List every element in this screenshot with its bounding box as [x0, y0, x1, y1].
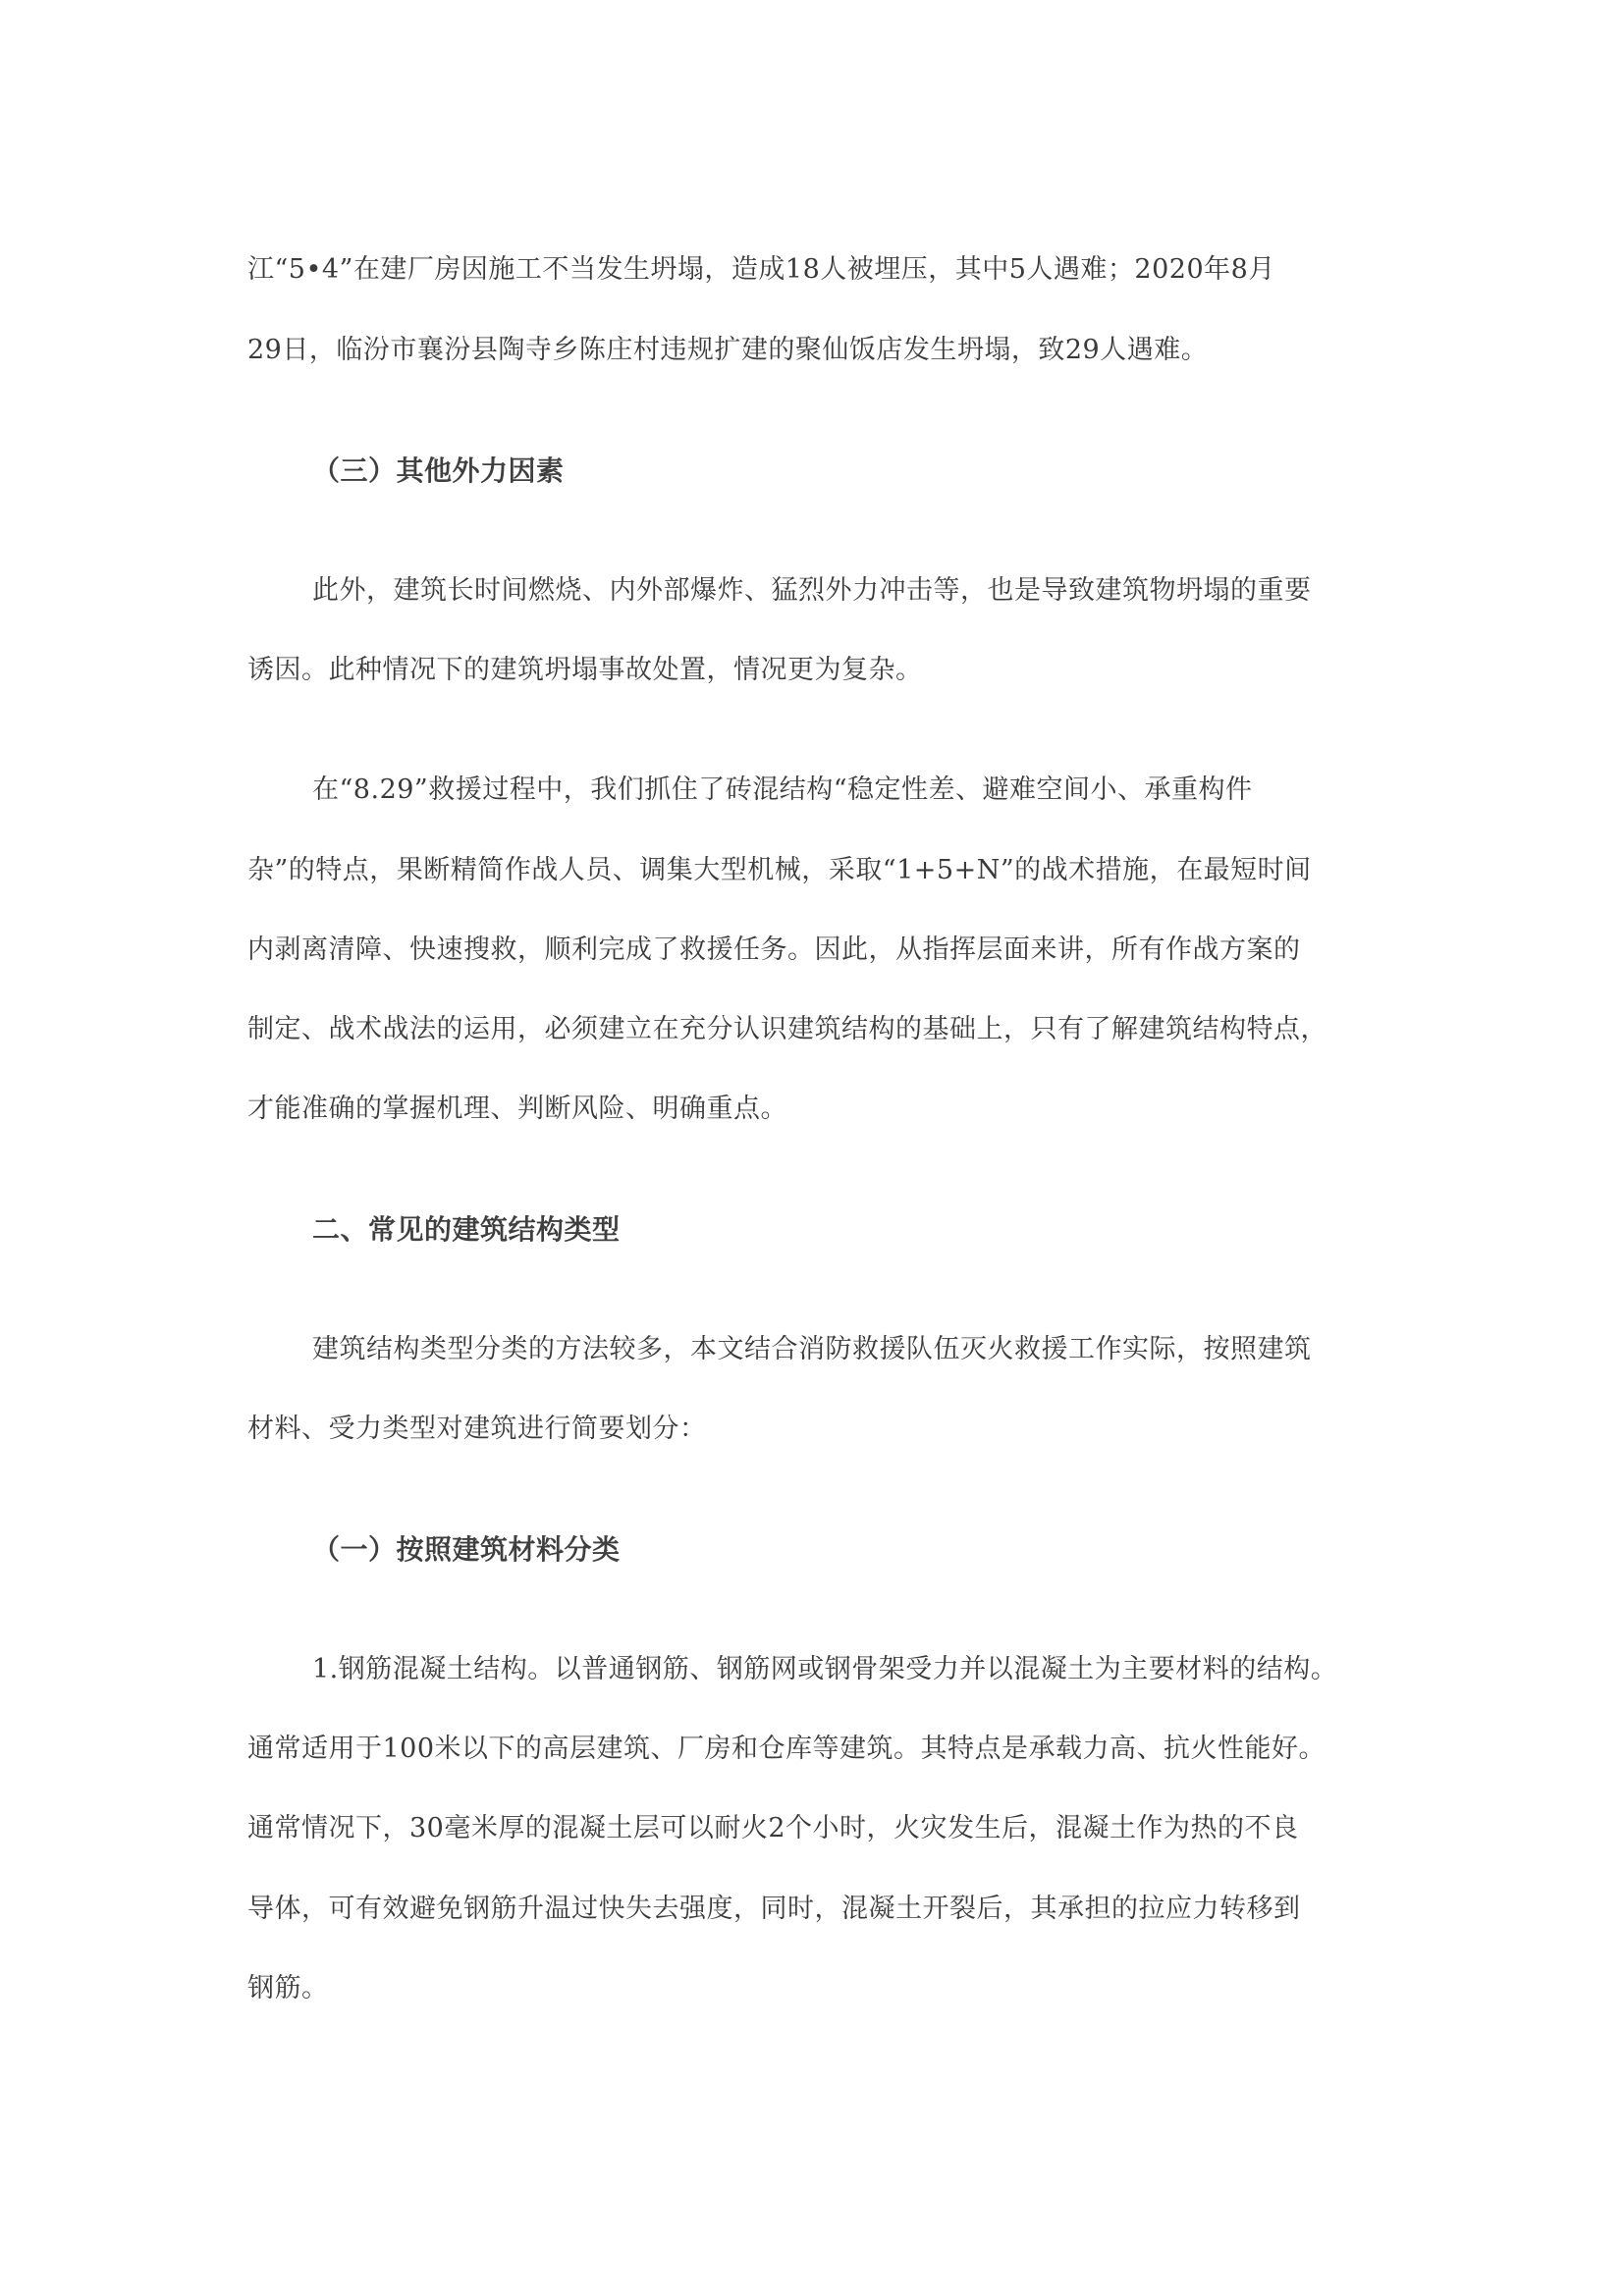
section-heading: （一）按照建筑材料分类 [312, 1533, 621, 1566]
paragraph-line: 1.钢筋混凝土结构。以普通钢筋、钢筋网或钢骨架受力并以混凝土为主要材料的结构。 [312, 1654, 1338, 1684]
paragraph-line: 建筑结构类型分类的方法较多，本文结合消防救援队伍灭火救援工作实际，按照建筑 [312, 1334, 1312, 1364]
paragraph-line: 才能准确的掌握机理、判断风险、明确重点。 [247, 1094, 787, 1124]
paragraph-line: 诱因。此种情况下的建筑坍塌事故处置，情况更为复杂。 [247, 655, 923, 685]
paragraph-line: 在“8.29”救援过程中，我们抓住了砖混结构“稳定性差、避难空间小、承重构件 [312, 774, 1253, 805]
section-heading: 二、常见的建筑结构类型 [312, 1213, 621, 1246]
paragraph-line: 杂”的特点，果断精简作战人员、调集大型机械，采取“1+5+N”的战术措施，在最短时间 [247, 855, 1312, 885]
paragraph-line: 江“5•4”在建厂房因施工不当发生坍塌，造成18人被埋压，其中5人遇难；2020年8月 [247, 254, 1275, 285]
paragraph-line: 内剥离清障、快速搜救，顺利完成了救援任务。因此，从指挥层面来讲，所有作战方案的 [247, 934, 1301, 965]
paragraph-line: 29日，临汾市襄汾县陶寺乡陈庄村违规扩建的聚仙饭店发生坍塌，致29人遇难。 [247, 335, 1209, 365]
section-heading: （三）其他外力因素 [312, 454, 565, 487]
paragraph-line: 材料、受力类型对建筑进行简要划分： [247, 1414, 707, 1444]
paragraph-line: 钢筋。 [247, 1973, 329, 2003]
paragraph-line: 制定、战术战法的运用，必须建立在充分认识建筑结构的基础上，只有了解建筑结构特点， [247, 1014, 1327, 1044]
paragraph-line: 通常适用于100米以下的高层建筑、厂房和仓库等建筑。其特点是承载力高、抗火性能好。 [247, 1734, 1326, 1764]
paragraph-line: 此外，建筑长时间燃烧、内外部爆炸、猛烈外力冲击等，也是导致建筑物坍塌的重要 [312, 575, 1312, 606]
paragraph-line: 导体，可有效避免钢筋升温过快失去强度，同时，混凝土开裂后，其承担的拉应力转移到 [247, 1894, 1301, 1924]
paragraph-line: 通常情况下，30毫米厚的混凝土层可以耐火2个小时，火灾发生后，混凝土作为热的不良 [247, 1813, 1299, 1843]
